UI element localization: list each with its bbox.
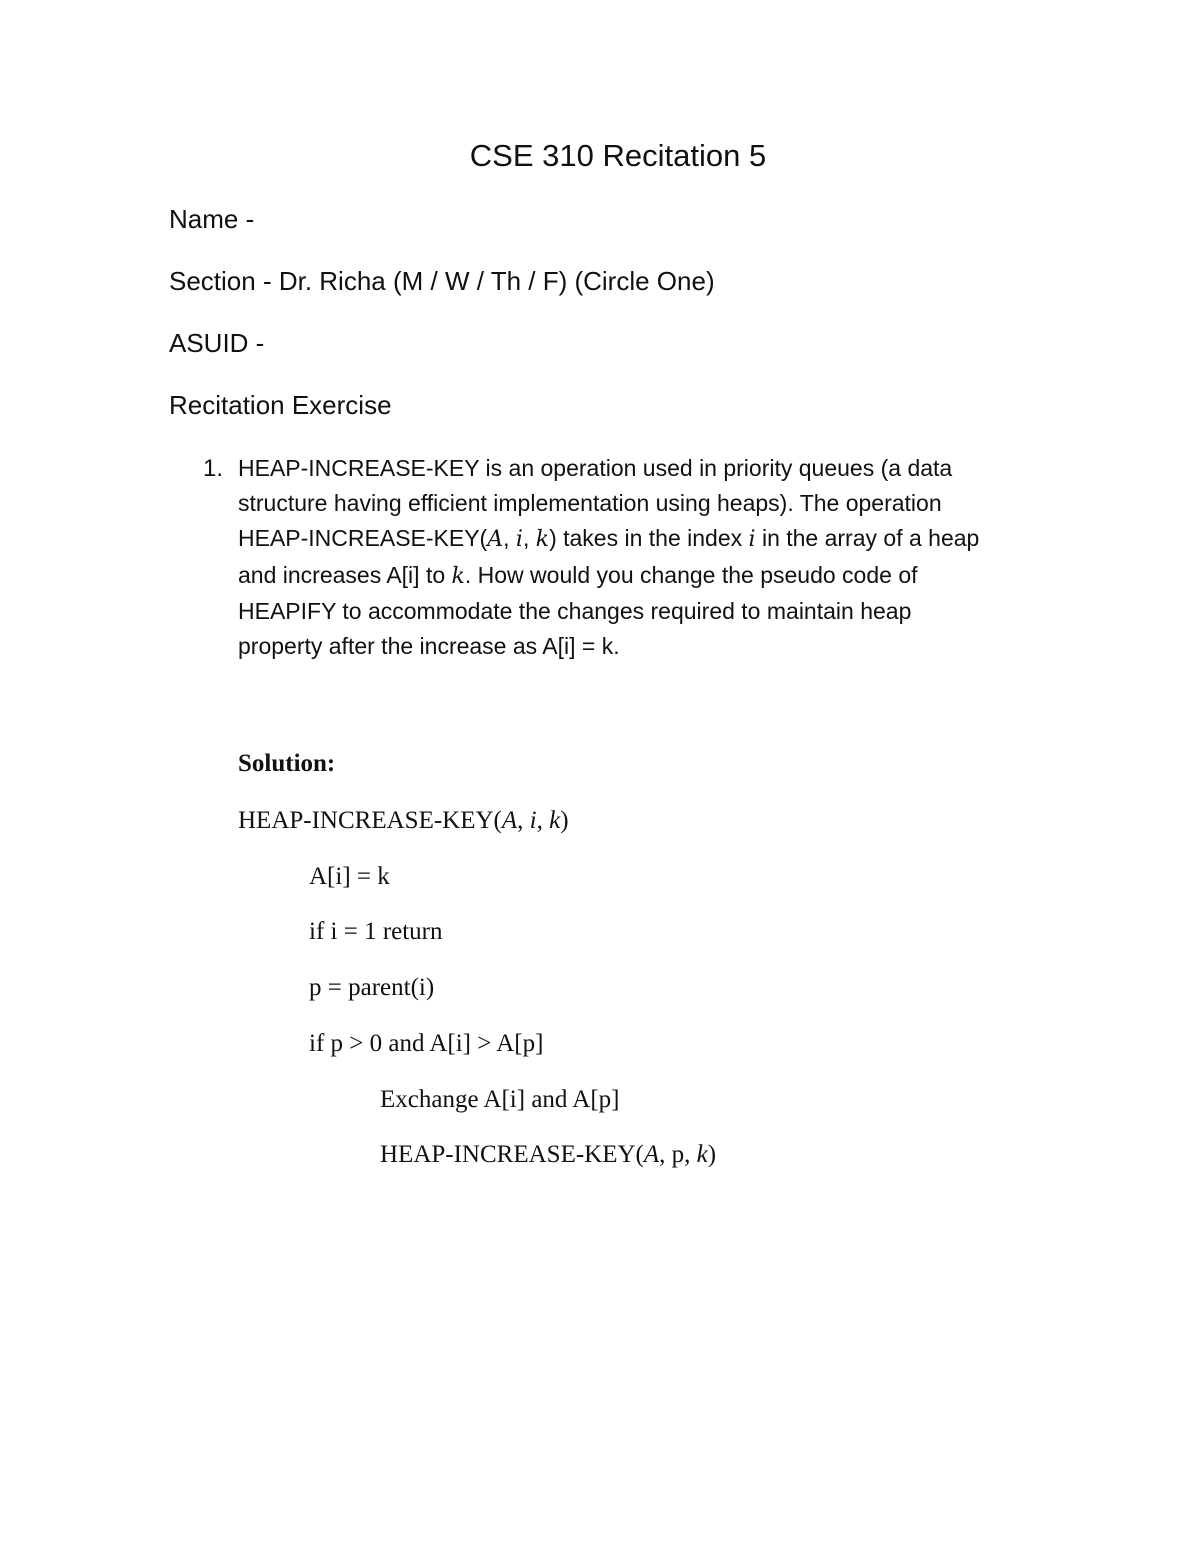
- question-line: structure having efficient implementation using heaps). The operation: [238, 490, 942, 517]
- solution-heading: Solution:: [238, 750, 336, 777]
- math-var: k: [696, 1141, 708, 1168]
- pseudocode-recursive-call: [380, 1138, 716, 1172]
- math-var: A: [487, 527, 504, 553]
- pseudocode-signature: [238, 804, 569, 838]
- text-run: ,: [522, 525, 536, 552]
- asuid-field-label: ASUID -: [169, 328, 265, 358]
- exercise-heading: Recitation Exercise: [169, 390, 392, 420]
- math-var: i: [529, 807, 537, 834]
- text-run: ): [707, 1141, 717, 1168]
- math-var: k: [535, 527, 550, 553]
- question-line: [238, 521, 1078, 557]
- text-run: ): [560, 807, 569, 834]
- pseudocode-line: A[i] = k: [309, 863, 390, 890]
- text-run: ,: [517, 807, 530, 834]
- text-run: HEAP-INCREASE-KEY(: [238, 525, 488, 552]
- text-run: ) takes in the index: [549, 525, 749, 552]
- question-line: HEAP-INCREASE-KEY is an operation used in priority queues (a data: [238, 455, 953, 481]
- math-var: A: [643, 1141, 660, 1168]
- name-field-label: Name -: [169, 204, 255, 234]
- text-run: HEAP-INCREASE-KEY(: [380, 1141, 644, 1168]
- pseudocode-line: if i = 1 return: [309, 918, 443, 945]
- math-var: i: [515, 527, 523, 553]
- question-line: property after the increase as A[i] = k.: [238, 633, 620, 660]
- math-var: k: [549, 807, 561, 834]
- text-run: and increases A[i] to: [238, 561, 452, 588]
- math-var: A: [501, 807, 518, 834]
- pseudocode-line: Exchange A[i] and A[p]: [380, 1086, 620, 1113]
- text-run: in the array of a heap: [755, 525, 980, 552]
- text-run: ,: [503, 525, 516, 552]
- question-line: [238, 558, 1078, 594]
- question-number: 1.: [203, 455, 224, 482]
- question-text: [238, 451, 1078, 664]
- math-var: k: [451, 563, 465, 589]
- text-run: HEAP-INCREASE-KEY(: [238, 807, 502, 834]
- page-title: CSE 310 Recitation 5: [469, 138, 767, 173]
- section-field-label: Section - Dr. Richa (M / W / Th / F) (Circle One): [169, 266, 715, 296]
- text-run: . How would you change the pseudo code of: [464, 561, 918, 588]
- question-line: HEAPIFY to accommodate the changes required to maintain heap: [238, 597, 912, 624]
- text-run: , p,: [659, 1141, 697, 1168]
- math-var: i: [748, 527, 756, 553]
- pseudocode-line: if p > 0 and A[i] > A[p]: [309, 1030, 544, 1057]
- pseudocode-line: p = parent(i): [309, 974, 435, 1001]
- text-run: ,: [536, 807, 550, 834]
